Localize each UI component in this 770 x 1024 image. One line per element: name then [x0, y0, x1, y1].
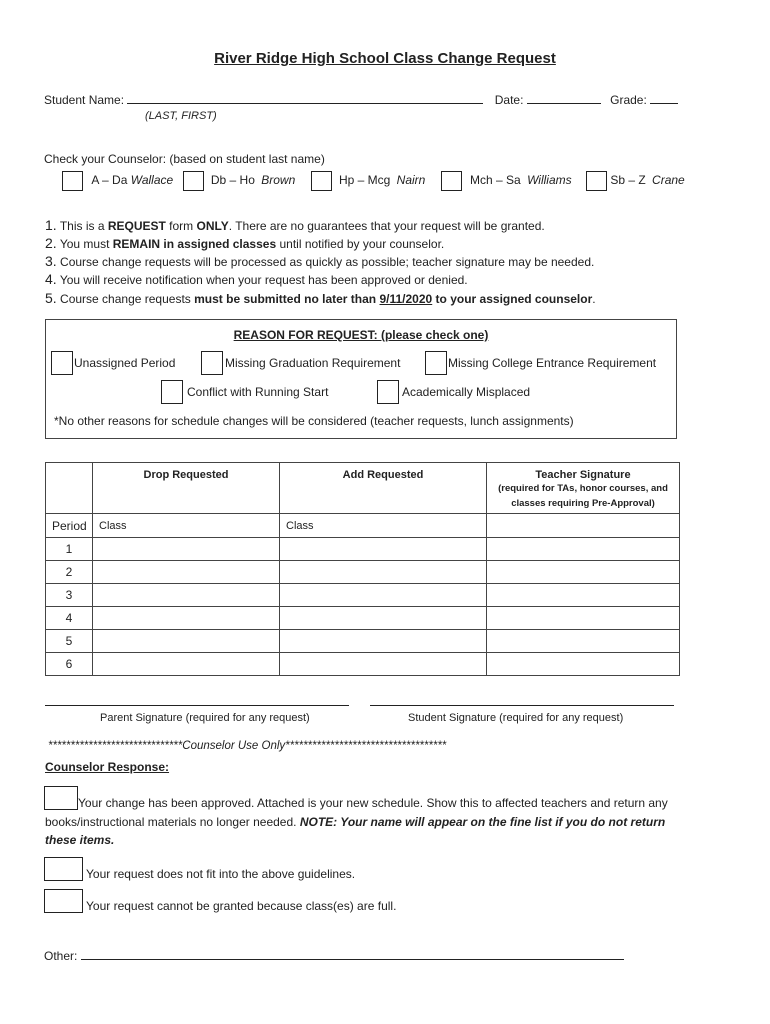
date-field[interactable] [527, 91, 601, 104]
rule-text: Course change requests [60, 292, 195, 306]
approved-note: NOTE: Your name will appear on the fine list if you do not return [299, 815, 666, 829]
parent-signature-label: Parent Signature (required for any request) [100, 712, 310, 724]
add-cell[interactable] [280, 584, 487, 607]
not-fit-checkbox[interactable] [44, 857, 83, 881]
reason-checkbox-graduation[interactable] [201, 351, 223, 375]
rule-4 [45, 271, 468, 287]
reason-checkbox-misplaced[interactable] [377, 380, 399, 404]
signature-cell[interactable] [487, 584, 680, 607]
signature-cell[interactable] [487, 653, 680, 676]
grade-label: Grade: [610, 93, 647, 107]
rule-number: 4. [45, 271, 57, 287]
counselor-range: A – Da [91, 173, 128, 188]
add-class-header: Class [280, 514, 487, 538]
period-number: 1 [46, 538, 93, 561]
grade-field[interactable] [650, 91, 678, 104]
student-signature-line[interactable] [370, 705, 674, 706]
rule-1 [45, 217, 545, 233]
reason-label: Missing Graduation Requirement [225, 356, 401, 370]
counselor-checkbox-wallace[interactable] [62, 171, 83, 191]
rule-3 [45, 253, 594, 269]
add-header: Add Requested [280, 463, 487, 514]
reason-checkbox-running-start[interactable] [161, 380, 183, 404]
reason-checkbox-unassigned[interactable] [51, 351, 73, 375]
approved-note-cont: these items. [45, 833, 115, 847]
counselor-checkbox-crane[interactable] [586, 171, 607, 191]
rule-text: . [592, 292, 596, 306]
counselor-name: Nairn [396, 173, 426, 188]
signature-header-note: classes requiring Pre-Approval) [511, 498, 655, 509]
rule-text: You must [59, 237, 113, 251]
add-cell[interactable] [280, 538, 487, 561]
period-number: 5 [46, 630, 93, 653]
counselor-range: Db – Ho [210, 173, 255, 188]
counselor-range: Sb – Z [610, 173, 646, 188]
counselor-range: Hp – Mcg [338, 173, 391, 188]
rule-5 [45, 290, 596, 306]
page-title: River Ridge High School Class Change Request [214, 50, 556, 67]
counselor-range: Mch – Sa [470, 173, 521, 188]
period-number: 4 [46, 607, 93, 630]
schedule-table [45, 462, 680, 676]
full-text: Your request cannot be granted because class(es) are full. [86, 899, 397, 913]
rule-text: Course change requests will be processed as quickly as possible; teacher signature may be needed. [60, 255, 595, 269]
rule-text: You will receive notification when your request has been approved or denied. [59, 273, 468, 287]
reason-note: *No other reasons for schedule changes will be considered (teacher requests, lunch assignments) [54, 414, 574, 428]
signature-cell[interactable] [487, 607, 680, 630]
reason-label: Academically Misplaced [402, 385, 531, 399]
student-info-row [44, 91, 678, 107]
full-checkbox[interactable] [44, 889, 83, 913]
rule-text: form [165, 219, 197, 233]
rule-bold: must be submitted no later than [194, 292, 380, 306]
reason-label: Unassigned Period [74, 356, 176, 370]
drop-cell[interactable] [93, 653, 280, 676]
approved-checkbox[interactable] [44, 786, 78, 810]
rule-2 [45, 235, 444, 251]
rule-bold: to your assigned counselor [432, 292, 593, 306]
rule-number: 3. [45, 253, 57, 269]
counselor-use-banner: ******************************Counselor Use Only************************************ [48, 740, 447, 752]
counselor-name: Williams [527, 173, 572, 188]
period-header: Period [46, 514, 93, 538]
add-cell[interactable] [280, 561, 487, 584]
student-signature-label: Student Signature (required for any request) [408, 712, 624, 724]
drop-cell[interactable] [93, 630, 280, 653]
rule-bold: REQUEST [107, 219, 166, 233]
not-fit-text: Your request does not fit into the above guidelines. [86, 867, 356, 881]
counselor-options [62, 171, 685, 191]
student-name-label: Student Name: [44, 93, 125, 107]
deadline-date: 9/11/2020 [379, 292, 433, 306]
table-corner [46, 463, 93, 514]
drop-cell[interactable] [93, 607, 280, 630]
counselor-checkbox-nairn[interactable] [311, 171, 332, 191]
rule-number: 5. [45, 290, 57, 306]
counselor-name: Wallace [130, 173, 174, 188]
drop-header: Drop Requested [93, 463, 280, 514]
reason-label: Conflict with Running Start [187, 385, 329, 399]
drop-cell[interactable] [93, 538, 280, 561]
rule-text: This is a [59, 219, 108, 233]
signature-header-title: Teacher Signature [535, 469, 631, 481]
period-number: 3 [46, 584, 93, 607]
student-name-hint: (LAST, FIRST) [145, 110, 217, 122]
counselor-label: Check your Counselor: (based on student last name) [44, 152, 325, 166]
rule-number: 2. [45, 235, 57, 251]
reason-checkbox-college[interactable] [425, 351, 447, 375]
student-name-field[interactable] [127, 91, 483, 104]
rule-text: . There are no guarantees that your request will be granted. [228, 219, 545, 233]
rule-number: 1. [45, 217, 57, 233]
other-label: Other: [44, 949, 78, 963]
reason-label: Missing College Entrance Requirement [448, 356, 657, 370]
signature-cell[interactable] [487, 514, 680, 538]
counselor-name: Brown [261, 173, 296, 188]
period-number: 2 [46, 561, 93, 584]
drop-class-header: Class [93, 514, 280, 538]
approved-text: Your change has been approved. Attached is your new schedule. Show this to affected teachers and return any [78, 796, 668, 810]
other-row [44, 947, 624, 963]
counselor-checkbox-brown[interactable] [183, 171, 204, 191]
rule-bold: REMAIN in assigned classes [112, 237, 277, 251]
rule-text: until notified by your counselor. [276, 237, 445, 251]
add-cell[interactable] [280, 630, 487, 653]
period-number: 6 [46, 653, 93, 676]
counselor-response-heading: Counselor Response: [45, 760, 170, 774]
drop-cell[interactable] [93, 561, 280, 584]
other-field[interactable] [81, 947, 624, 960]
signature-cell[interactable] [487, 630, 680, 653]
signature-cell[interactable] [487, 561, 680, 584]
approved-text-cont: books/instructional materials no longer needed. [45, 815, 300, 829]
add-cell[interactable] [280, 653, 487, 676]
reason-heading: REASON FOR REQUEST: (please check one) [233, 328, 489, 342]
signature-cell[interactable] [487, 538, 680, 561]
drop-cell[interactable] [93, 584, 280, 607]
counselor-checkbox-williams[interactable] [441, 171, 462, 191]
signature-header-note: (required for TAs, honor courses, and [498, 483, 668, 494]
signature-header [487, 463, 680, 514]
counselor-name: Crane [652, 173, 685, 188]
add-cell[interactable] [280, 607, 487, 630]
rule-bold: ONLY [196, 219, 229, 233]
parent-signature-line[interactable] [45, 705, 349, 706]
approved-text-2 [45, 815, 665, 829]
date-label: Date: [494, 93, 524, 107]
